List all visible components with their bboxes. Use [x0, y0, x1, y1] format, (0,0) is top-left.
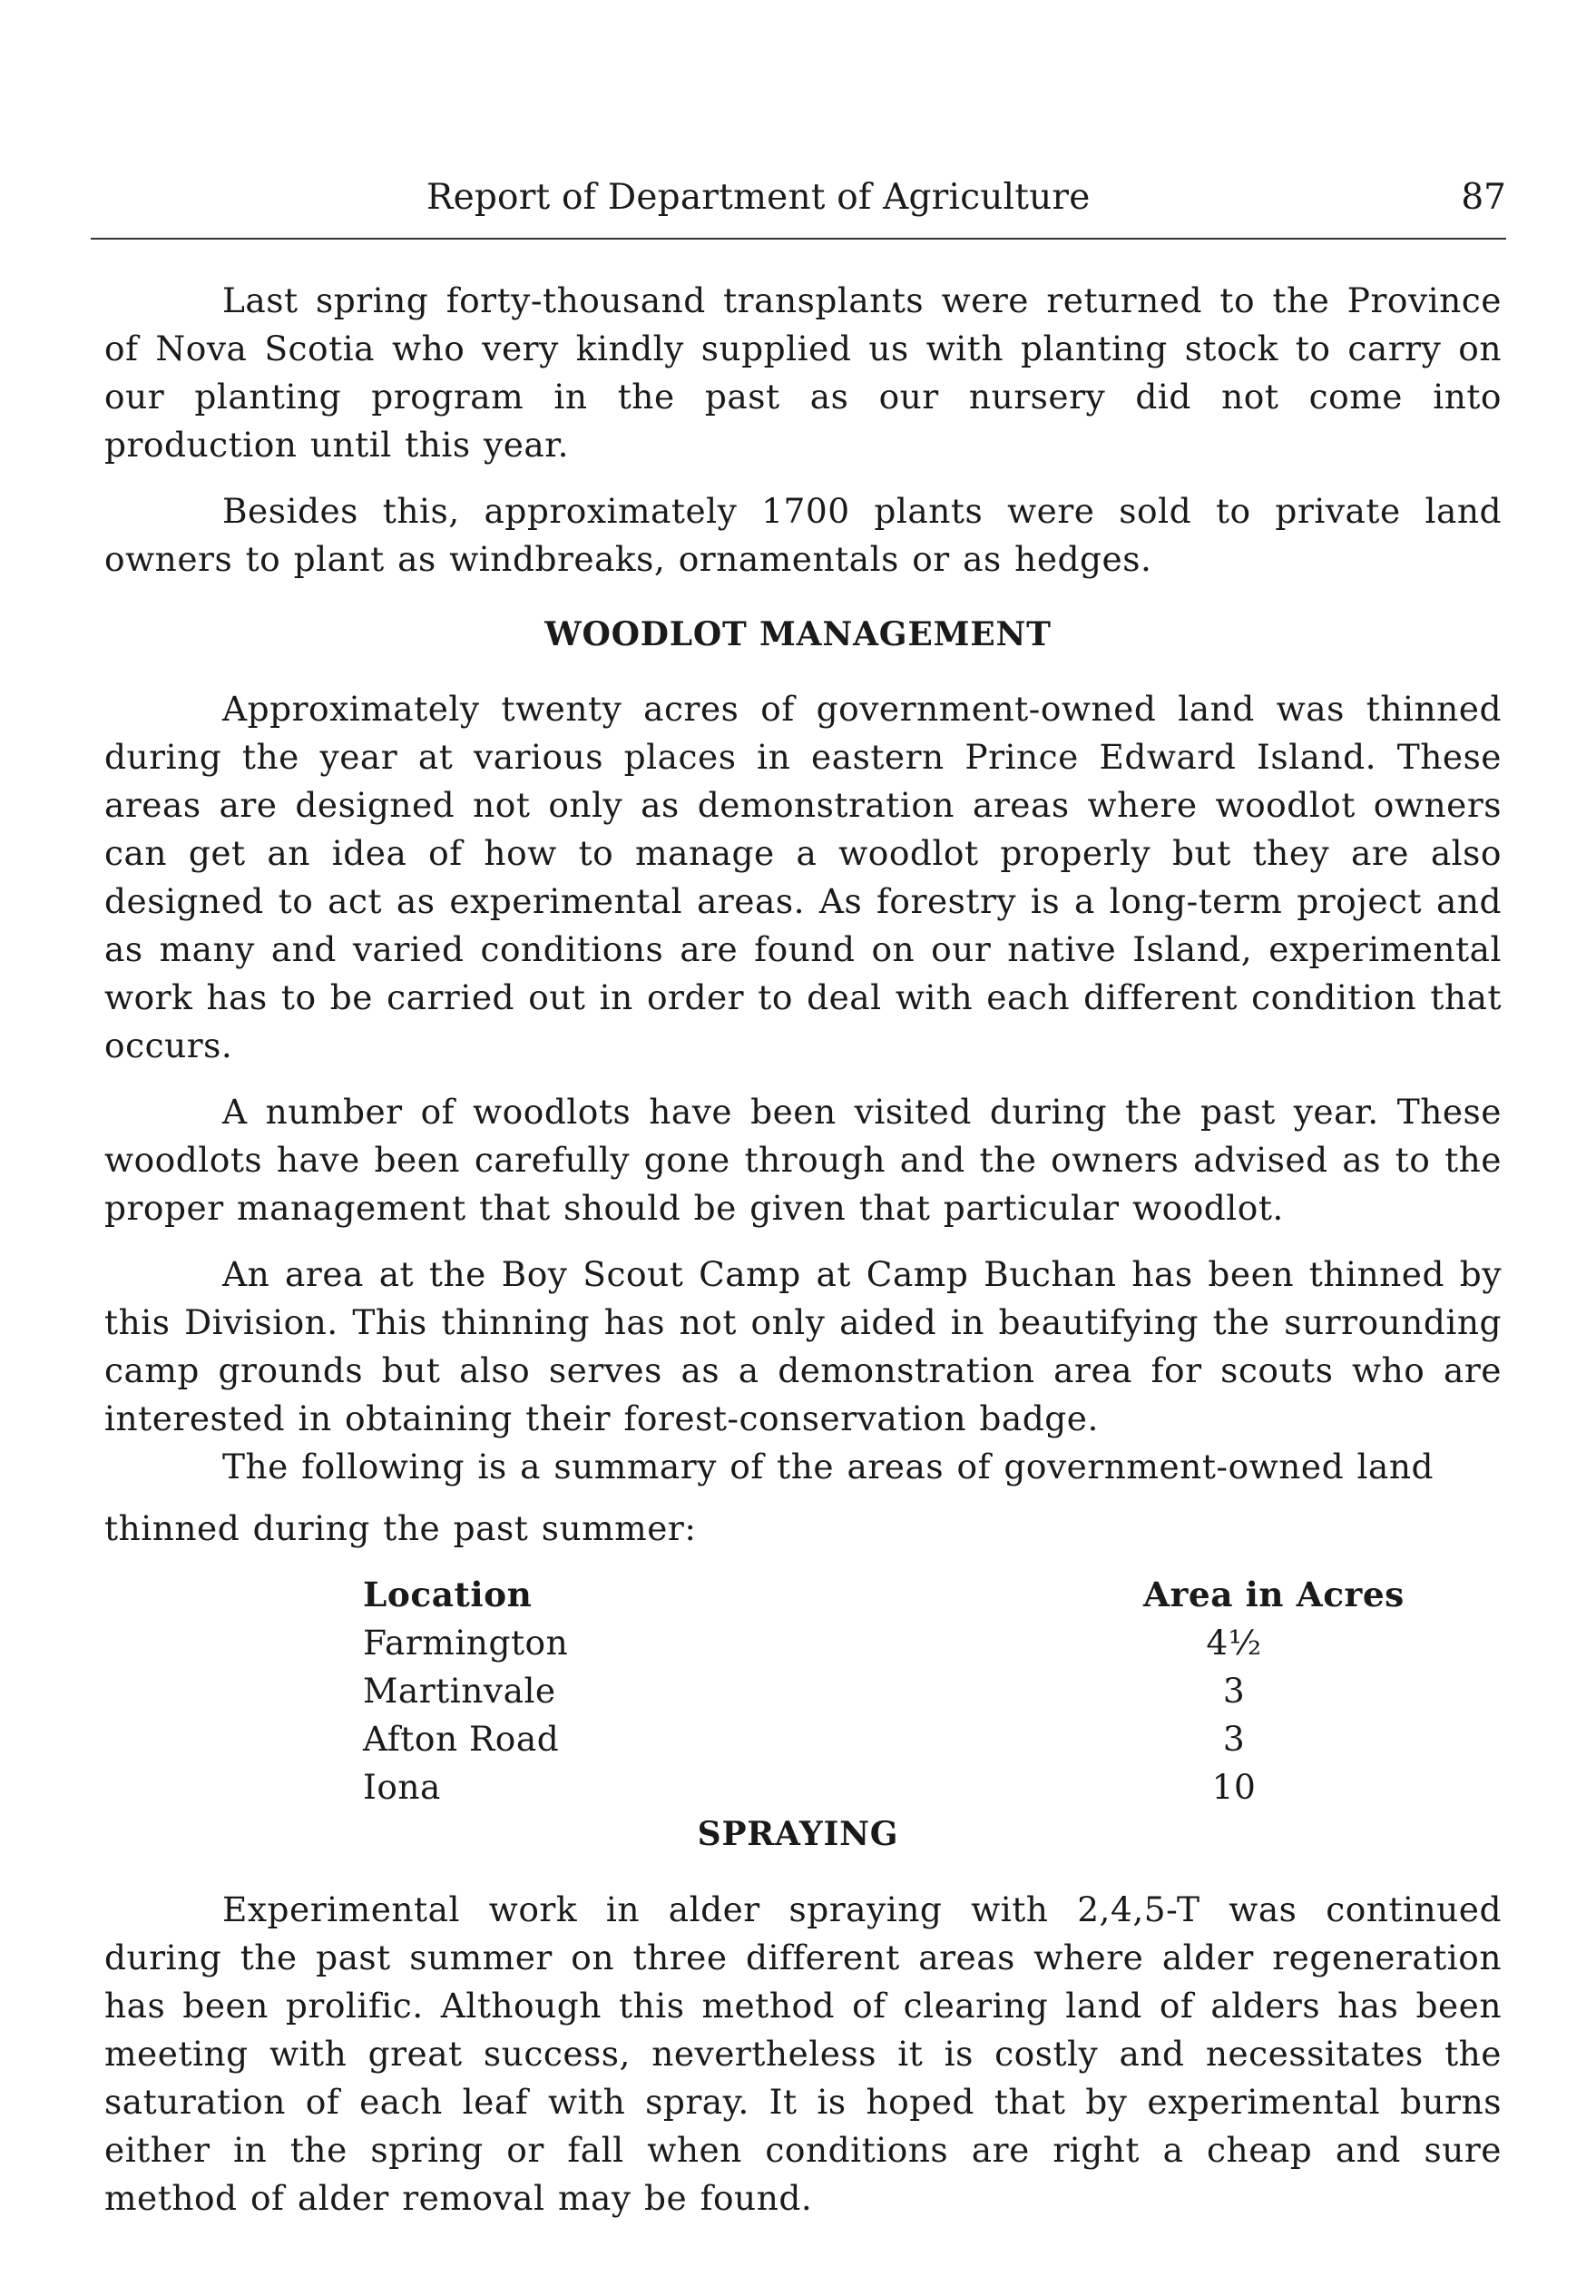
table-row — [363, 1623, 1434, 1671]
page-header — [91, 177, 1506, 231]
header-divider — [91, 238, 1506, 240]
table-row — [363, 1767, 1434, 1815]
paragraph: Experimental work in alder spraying with 2,4,5-T was continued during the past summer on three different areas where alder regeneration has been prolific. Although this method of clearing land of alders has been meeting with great success, nevertheless it is costly and necessitates the saturation of each leaf with spray. It is hoped that by experimental burns either in the spring or fall when conditions are right a cheap and sure method of alder removal may be found. — [104, 1889, 1502, 2218]
column-header-location: Location — [363, 1575, 533, 1614]
cell-location: Afton Road — [363, 1719, 560, 1759]
spraying-section — [104, 1886, 1502, 2222]
cell-area: 3 — [1222, 1671, 1246, 1711]
woodlot-section — [104, 685, 1502, 1491]
running-title: Report of Department of Agriculture — [426, 177, 1091, 218]
paragraph: Last spring forty-thousand transplants were returned to the Province of Nova Scotia who very kindly supplied us with planting stock to carry on our planting program in the past as our nursery did not come into production until this year. — [104, 280, 1502, 465]
intro-section — [104, 277, 1502, 584]
cell-location: Farmington — [363, 1623, 569, 1663]
cell-area: 3 — [1222, 1719, 1246, 1759]
paragraph: Besides this, approximately 1700 plants were sold to private land owners to plant as windbreaks, ornamentals or as hedges. — [104, 491, 1502, 579]
column-header-area: Area in Acres — [1143, 1575, 1405, 1614]
section-heading-spraying: SPRAYING — [697, 1815, 899, 1853]
table-header-row — [363, 1575, 1434, 1623]
cell-location: Iona — [363, 1767, 441, 1807]
section-heading-woodlot: WOODLOT MANAGEMENT — [544, 615, 1052, 653]
cell-area: 4½ — [1206, 1623, 1262, 1663]
paragraph: An area at the Boy Scout Camp at Camp Buchan has been thinned by this Division. This thinning has not only aided in beautifying the surrounding camp grounds but also serves as a demonstration area for scouts who are interested in obtaining their forest-conservation badge. — [104, 1254, 1502, 1438]
paragraph-continuation-text: thinned during the past summer: — [104, 1508, 697, 1548]
cell-location: Martinvale — [363, 1671, 556, 1711]
thinned-areas-table — [363, 1575, 1434, 1815]
paragraph: A number of woodlots have been visited during the past year. These woodlots have been carefully gone through and the owners advised as to the proper management that should be given that particular woodlot. — [104, 1092, 1502, 1228]
table-row — [363, 1671, 1434, 1719]
paragraph-continuation — [104, 1505, 1502, 1553]
paragraph: The following is a summary of the areas of government-owned land — [222, 1447, 1434, 1487]
page-number: 87 — [1461, 177, 1506, 218]
paragraph: Approximately twenty acres of government-owned land was thinned during the year at various places in eastern Prince Edward Island. These areas are designed not only as demonstration areas where woodlot owners can get an idea of how to manage a woodlot properly but they are also designed to act as experimental areas. As forestry is a long-term project and as many and varied conditions are found on our native Island, experimental work has to be carried out in order to deal with each different condition that occurs. — [104, 689, 1502, 1065]
table-row — [363, 1719, 1434, 1767]
cell-area: 10 — [1211, 1767, 1257, 1807]
